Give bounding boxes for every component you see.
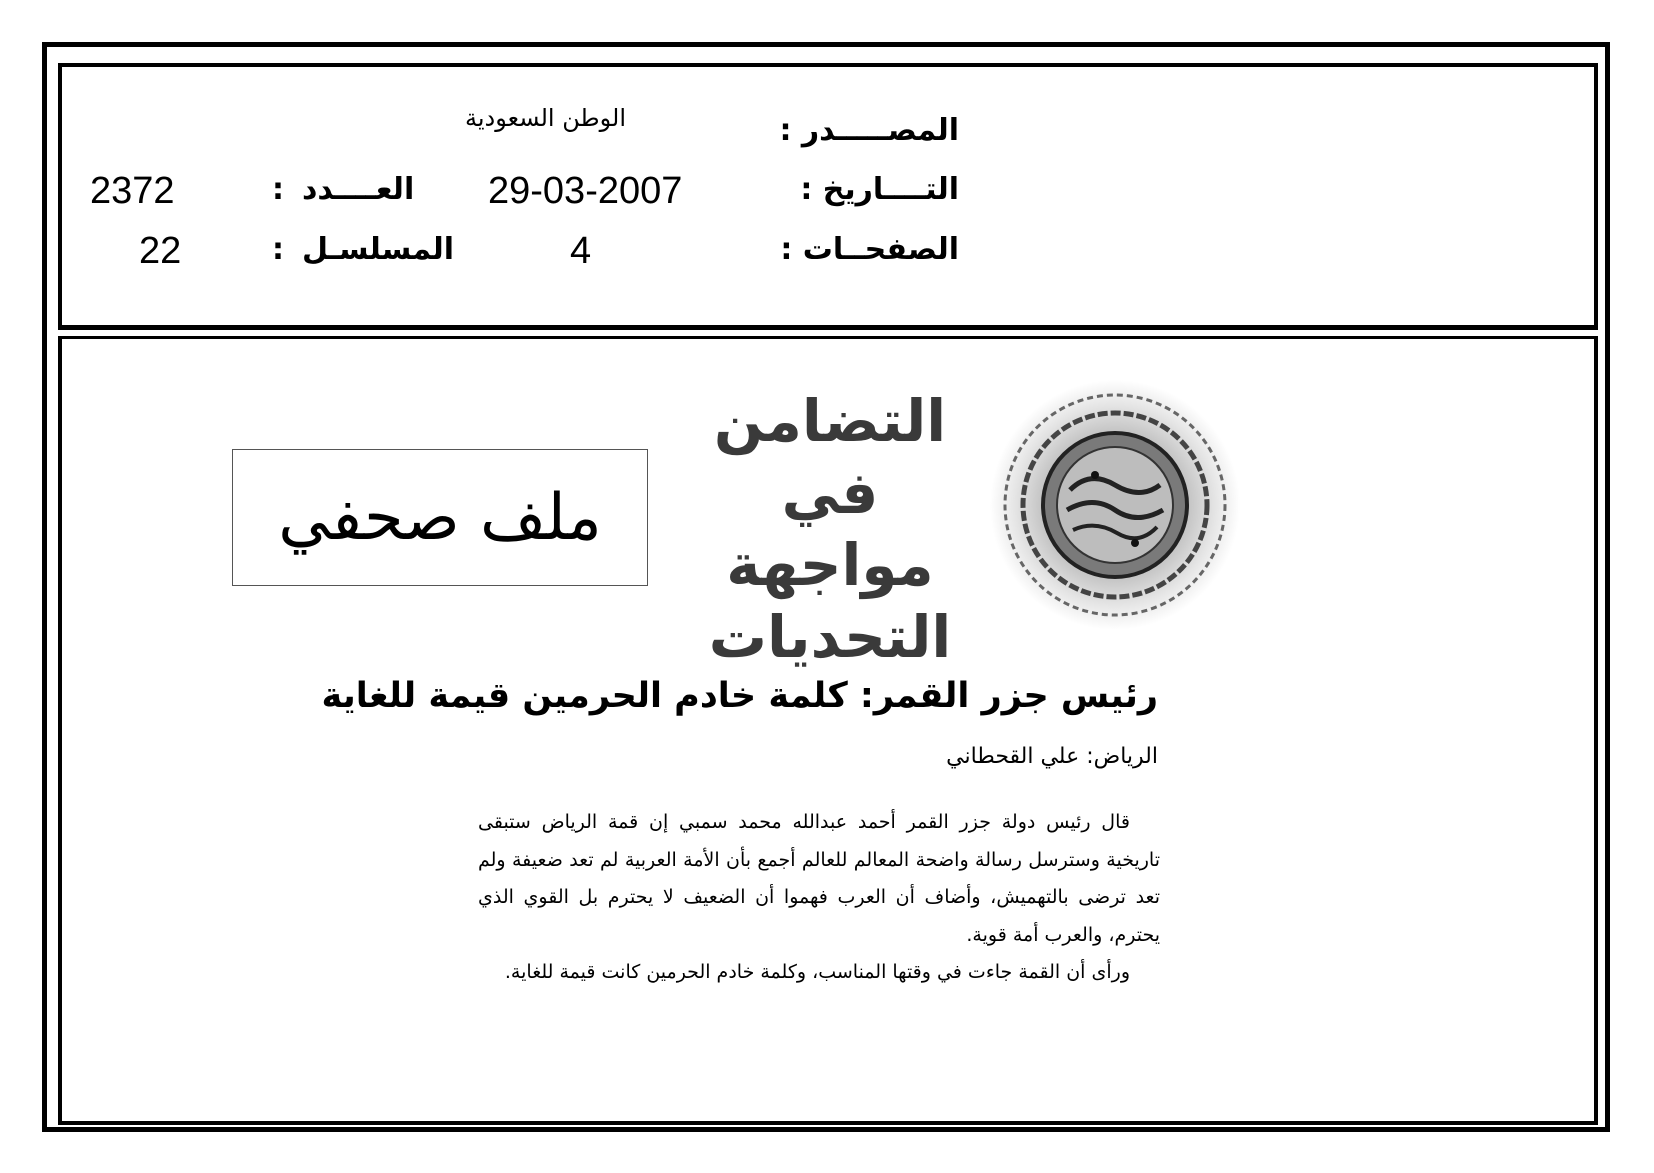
issue-label: العــــدد <box>302 172 415 207</box>
source-label: المصـــــدر : <box>779 113 959 148</box>
article-paragraph: ورأى أن القمة جاءت في وقتها المناسب، وكلمة خادم الحرمين كانت قيمة للغاية. <box>504 961 1130 983</box>
slogan-line: في مواجهة <box>726 459 934 599</box>
issue-value: 2372 <box>90 170 175 212</box>
press-file-label: ملف صحفي <box>278 480 602 555</box>
article-body <box>478 804 1160 992</box>
slogan-line: التحديات <box>708 603 952 671</box>
pages-value: 4 <box>570 230 592 272</box>
header-divider-thick <box>58 325 1598 330</box>
article-byline: الرياض: علي القحطاني <box>946 744 1158 769</box>
pages-label: الصفحــات : <box>780 232 959 267</box>
issue-colon: : <box>272 172 284 207</box>
date-value: 29-03-2007 <box>488 170 683 212</box>
summit-slogan <box>690 385 970 673</box>
serial-label: المسلسـل <box>302 232 454 267</box>
source-value: الوطن السعودية <box>465 104 626 132</box>
press-file-box <box>232 449 648 586</box>
serial-value: 22 <box>139 230 182 272</box>
date-label: التــــاريخ : <box>800 172 959 207</box>
emblem-seal-icon <box>975 375 1245 645</box>
article-headline: رئيس جزر القمر: كلمة خادم الحرمين قيمة للغاية <box>321 676 1158 716</box>
article-paragraph: قال رئيس دولة جزر القمر أحمد عبدالله محمد سمبي إن قمة الرياض ستبقى تاريخية وسترسل رسالة واضحة المعالم للعالم أجمع بأن الأمة العربية لم تعد ضعيفة ولم تعد ترضى بالتهميش، وأضاف أن العرب فهموا أن الضعيف لا يحترم بل القوي الذي يحترم، والعرب أمة قوية. <box>478 811 1160 946</box>
slogan-line: التضامن <box>713 387 947 455</box>
serial-colon: : <box>272 232 284 267</box>
